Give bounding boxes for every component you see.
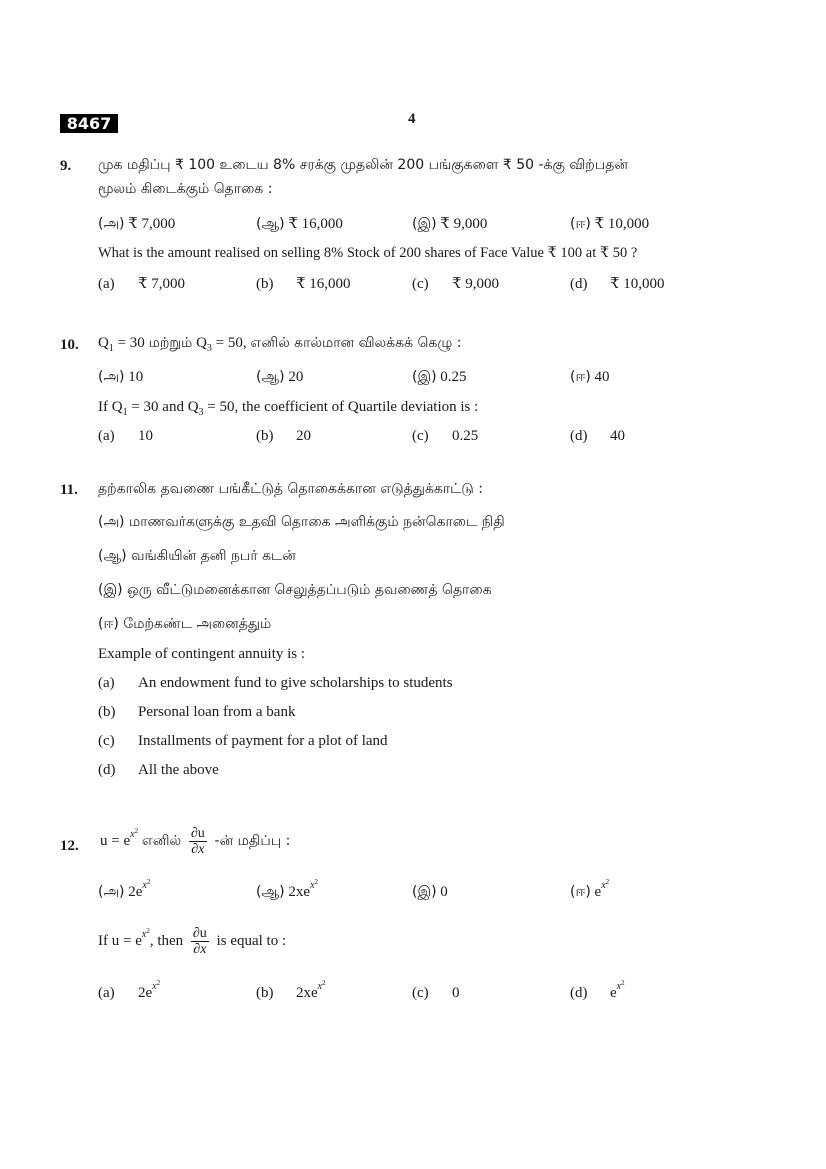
q10-en-opt-b: (b) 20 [256,428,311,444]
q10-en-opt-d: (d) 40 [570,428,625,444]
q10-ta-opt-a: (அ) 10 [98,369,144,385]
q11-english: Example of contingent annuity is : [98,646,306,662]
q9-tamil-line1: முக மதிப்பு ₹ 100 உடைய 8% சரக்கு முதலின் 200 பங்குகளை ₹ 50 -க்கு விற்பதன் [98,157,628,173]
q11-en-opt-a: (a) An endowment fund to give scholarships to students [98,675,453,691]
q12-en-opt-b: (b) $2xe^{x^2}$ [256,979,326,1001]
q10-en-opt-c: (c) 0.25 [412,428,479,444]
q12-en-opt-c: (c) 0 [412,985,460,1001]
page-number: 4 [408,111,416,127]
q9-english: What is the amount realised on selling 8% Stock of 200 shares of Face Value ₹ 100 at ₹ 50 ? [98,245,638,261]
q12-en-opt-a: (a) $2e^{x^2}$ [98,979,161,1001]
q9-number: 9. [60,158,72,174]
q10-tamil-question: $Q_1 = 30$ மற்றும் $Q_3 = 50$, எனில் கால்மான விலக்கக் கெழு : [98,335,462,354]
q9-ta-opt-b: (ஆ) ₹ 16,000 [256,216,343,232]
q10-ta-opt-c: (இ) 0.25 [412,369,467,385]
q12-ta-opt-c: (இ) 0 [412,884,448,900]
paper-code: 8467 [60,114,118,133]
q11-ta-opt-d: (ஈ) மேற்கண்ட அனைத்தும் [98,616,272,632]
q11-tamil-question: தற்காலிக தவணை பங்கீட்டுத் தொகைக்கான எடுத்துக்காட்டு : [98,481,483,497]
q12-ta-opt-b: (ஆ) $2xe^{x^2}$ [256,878,319,900]
q9-en-opt-a: (a) ₹ 7,000 [98,276,186,292]
q11-number: 11. [60,482,78,498]
q9-ta-opt-c: (இ) ₹ 9,000 [412,216,488,232]
q10-english: If $Q_1 = 30$ and $Q_3 = 50$, the coefficient of Quartile deviation is : [98,399,479,418]
q10-number: 10. [60,337,79,353]
q12-en-opt-d: (d) $e^{x^2}$ [570,979,625,1001]
q11-ta-opt-c: (இ) ஒரு வீட்டுமனைக்கான செலுத்தப்படும் தவணைத் தொகை [98,582,492,598]
q12-tamil-question: $u = e^{x^2}$ எனில் $\frac{\partial u}{\partial x}$ -ன் மதிப்பு : [100,826,291,857]
q12-derivative: $\frac{\partial u}{\partial x}$ [190,826,205,857]
q9-ta-opt-a: (அ) ₹ 7,000 [98,216,176,232]
q10-en-opt-a: (a) 10 [98,428,153,444]
q10-ta-opt-b: (ஆ) 20 [256,369,304,385]
q12-ta-opt-d: (ஈ) $e^{x^2}$ [570,878,610,900]
q12-number: 12. [60,838,79,854]
q11-en-opt-d: (d) All the above [98,762,219,778]
q9-en-opt-d: (d) ₹ 10,000 [570,276,665,292]
q9-en-opt-b: (b) ₹ 16,000 [256,276,351,292]
q11-en-opt-c: (c) Installments of payment for a plot of land [98,733,388,749]
q10-ta-opt-d: (ஈ) 40 [570,369,610,385]
q9-tamil-line2: மூலம் கிடைக்கும் தொகை : [98,181,273,197]
q11-en-opt-b: (b) Personal loan from a bank [98,704,296,720]
q12-ta-opt-a: (அ) $2e^{x^2}$ [98,878,151,900]
q11-ta-opt-b: (ஆ) வங்கியின் தனி நபர் கடன் [98,548,296,564]
q12-derivative-en: $\frac{\partial u}{\partial x}$ [192,926,207,957]
q12-english: If $u = e^{x^2}$, then $\frac{\partial u}{\partial x}$ is equal to : [98,926,287,957]
q9-ta-opt-d: (ஈ) ₹ 10,000 [570,216,650,232]
q11-ta-opt-a: (அ) மாணவர்களுக்கு உதவி தொகை அளிக்கும் நன்கொடை நிதி [98,514,505,530]
q9-en-opt-c: (c) ₹ 9,000 [412,276,500,292]
